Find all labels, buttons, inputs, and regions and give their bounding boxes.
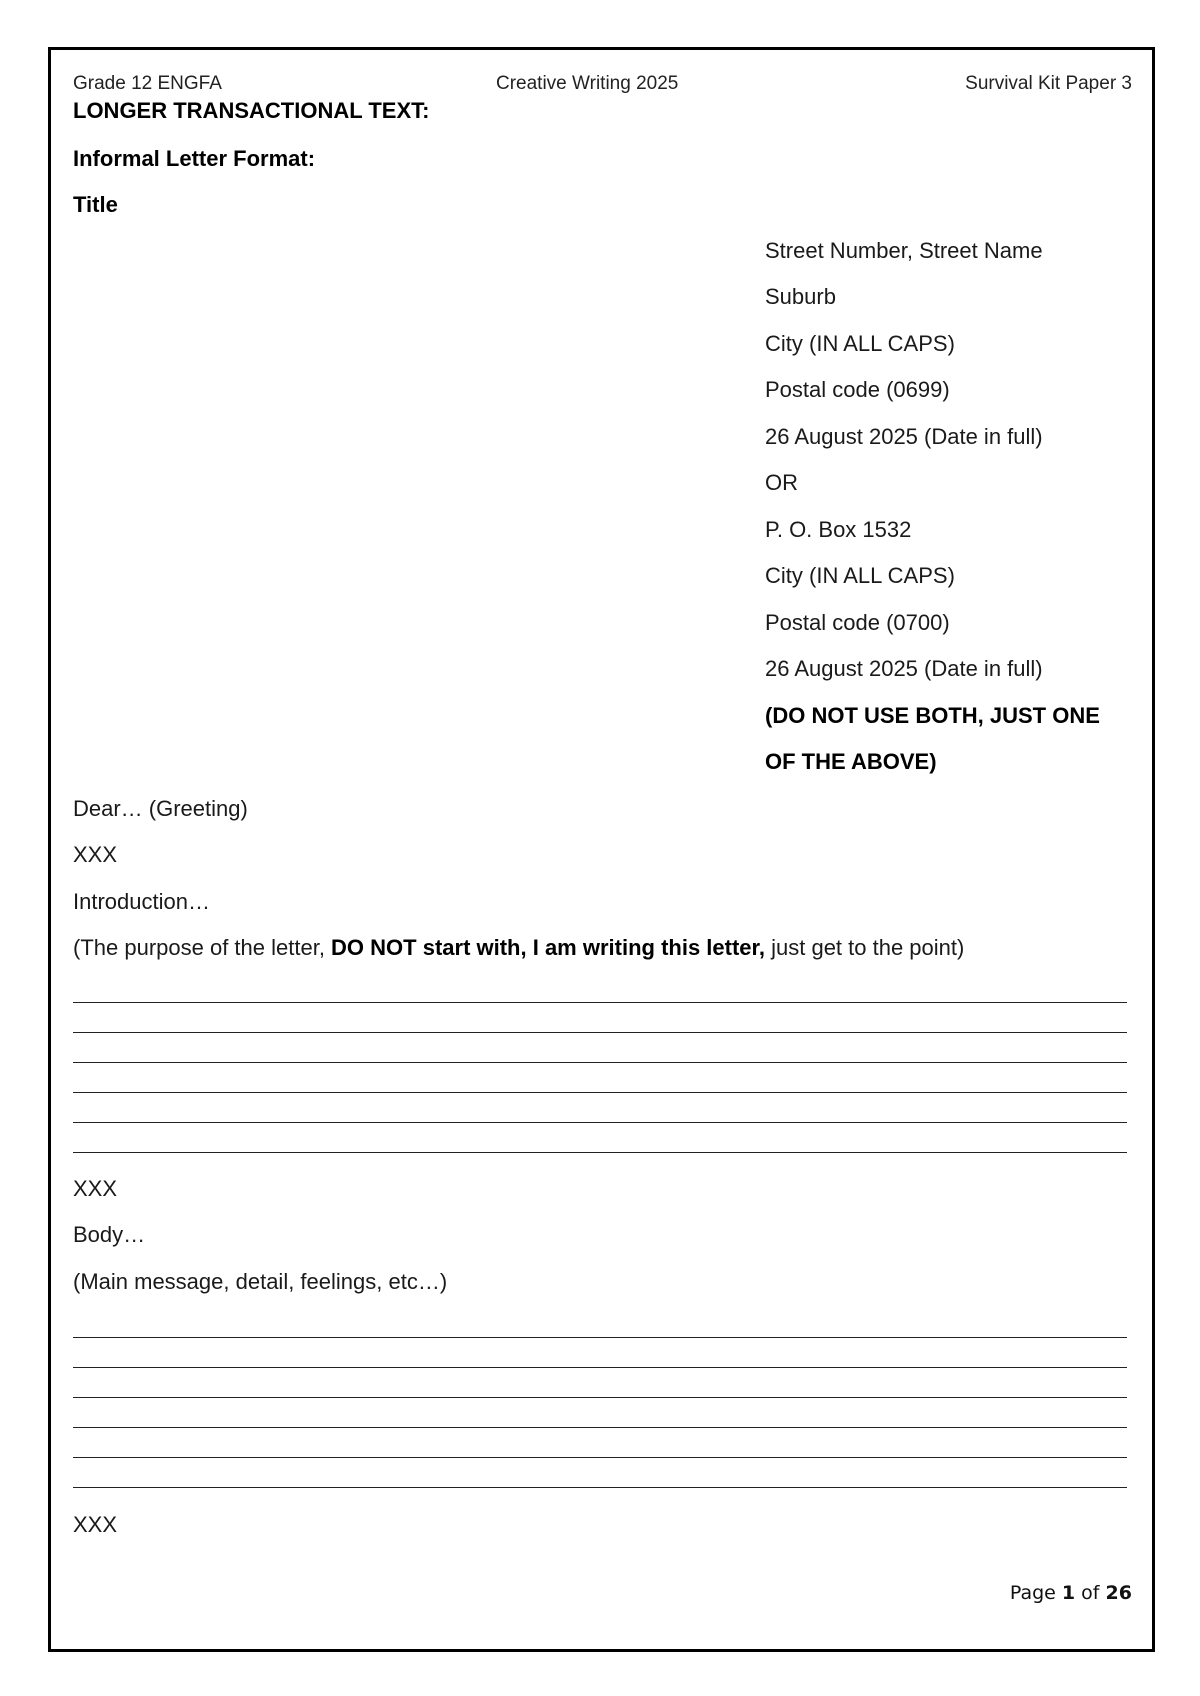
writing-line (73, 1122, 1127, 1123)
address-line: City (IN ALL CAPS) (765, 563, 955, 588)
writing-line (73, 1457, 1127, 1458)
separator: XXX (73, 842, 118, 867)
header-grade: Grade 12 ENGFA (73, 73, 222, 94)
writing-line (73, 1427, 1127, 1428)
address-or: OR (765, 470, 798, 495)
separator: XXX (73, 1512, 118, 1537)
writing-line (73, 1367, 1127, 1368)
writing-line (73, 1092, 1127, 1093)
address-warning: (DO NOT USE BOTH, JUST ONE (765, 703, 1100, 728)
writing-line (73, 1002, 1127, 1003)
address-line: Street Number, Street Name (765, 238, 1043, 263)
address-line: Postal code (0700) (765, 610, 950, 635)
separator: XXX (73, 1176, 118, 1201)
introduction-note: (The purpose of the letter, DO NOT start with, I am writing this letter, just get to the point) (73, 935, 965, 960)
address-warning: OF THE ABOVE) (765, 749, 937, 774)
address-date: 26 August 2025 (Date in full) (765, 656, 1043, 681)
page-number: Page 1 of 26 (1009, 1582, 1132, 1604)
writing-line (73, 1152, 1127, 1153)
address-line: Suburb (765, 284, 836, 309)
format-subheading: Informal Letter Format: (73, 146, 316, 171)
writing-line (73, 1397, 1127, 1398)
writing-line (73, 1487, 1127, 1488)
body-label: Body… (73, 1222, 146, 1247)
writing-line (73, 1032, 1127, 1033)
address-line: P. O. Box 1532 (765, 517, 912, 542)
writing-line (73, 1337, 1127, 1338)
address-line: City (IN ALL CAPS) (765, 331, 955, 356)
header-subject: Creative Writing 2025 (496, 73, 679, 94)
title-label: Title (73, 192, 118, 217)
introduction-label: Introduction… (73, 889, 210, 914)
writing-line (73, 1062, 1127, 1063)
body-note: (Main message, detail, feelings, etc…) (73, 1269, 448, 1294)
header-paper: Survival Kit Paper 3 (965, 73, 1132, 94)
greeting: Dear… (Greeting) (73, 796, 248, 821)
section-heading: LONGER TRANSACTIONAL TEXT: (73, 98, 430, 123)
page-border (48, 47, 1155, 1652)
address-date: 26 August 2025 (Date in full) (765, 424, 1043, 449)
address-line: Postal code (0699) (765, 377, 950, 402)
